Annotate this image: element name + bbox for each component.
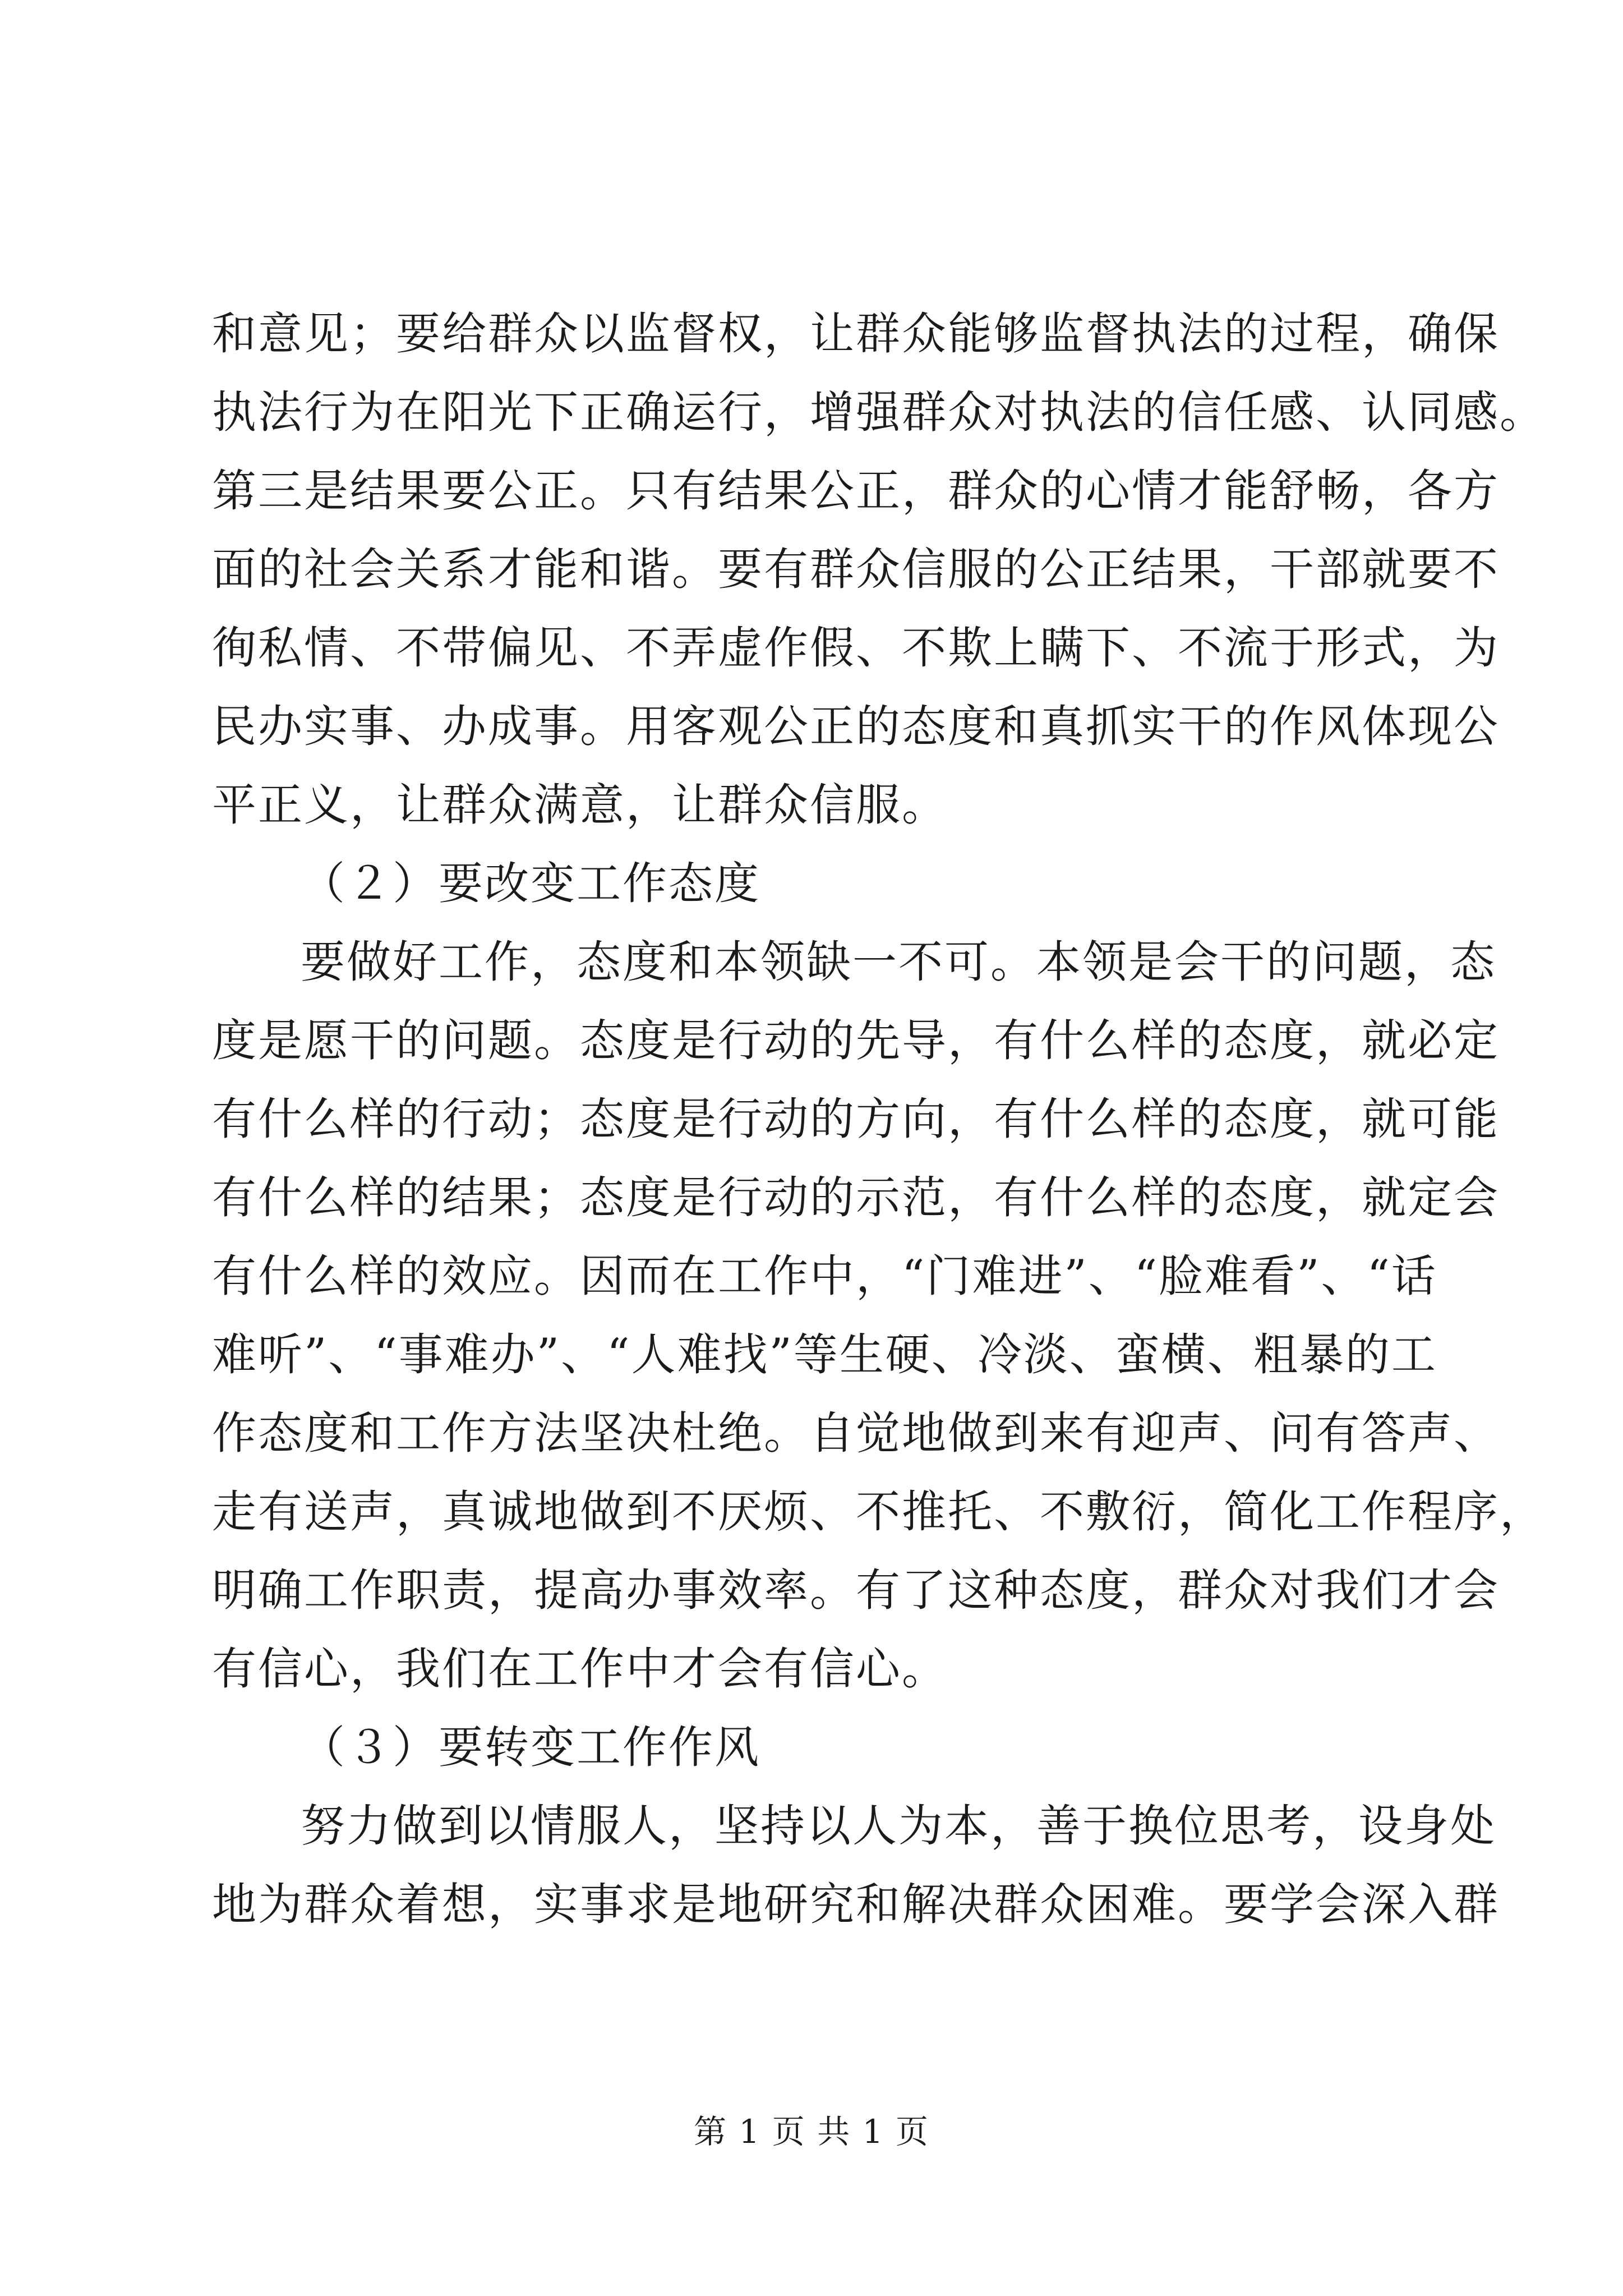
text-line: 执法行为在阳光下正确运行，增强群众对执法的信任感、认同感。 [212,386,1546,438]
text-line: 有什么样的结果；态度是行动的示范，有什么样的态度，就定会 [212,1172,1500,1223]
text-line: 要做好工作，态度和本领缺一不可。本领是会干的问题，态 [301,936,1496,988]
text-line: 平正义，让群众满意，让群众信服。 [212,779,948,831]
page-footer: 第 1 页 共 1 页 [694,2113,929,2151]
text-line: 地为群众着想，实事求是地研究和解决群众困难。要学会深入群 [212,1879,1500,1930]
text-line: 走有送声，真诚地做到不厌烦、不推托、不敷衍，简化工作程序， [212,1486,1546,1538]
text-line: 难听”、“事难办”、“人难找”等生硬、冷淡、蛮横、粗暴的工 [212,1329,1437,1381]
text-line: 度是愿干的问题。态度是行动的先导，有什么样的态度，就必定 [212,1015,1500,1066]
text-line: 民办实事、办成事。用客观公正的态度和真抓实干的作风体现公 [212,701,1500,752]
section-heading: （２）要改变工作态度 [301,858,760,909]
text-line: 有什么样的效应。因而在工作中，“门难进”、“脸难看”、“话 [212,1250,1437,1302]
text-line: 有信心，我们在工作中才会有信心。 [212,1643,948,1695]
text-line: 有什么样的行动；态度是行动的方向，有什么样的态度，就可能 [212,1093,1500,1145]
section-heading: （３）要转变工作作风 [301,1722,760,1773]
text-line: 和意见；要给群众以监督权，让群众能够监督执法的过程，确保 [212,308,1500,360]
text-line: 作态度和工作方法坚决杜绝。自觉地做到来有迎声、问有答声、 [212,1407,1500,1459]
text-line: 徇私情、不带偏见、不弄虚作假、不欺上瞒下、不流于形式，为 [212,622,1500,674]
text-line: 第三是结果要公正。只有结果公正，群众的心情才能舒畅，各方 [212,465,1500,517]
text-line: 面的社会关系才能和谐。要有群众信服的公正结果，干部就要不 [212,544,1500,595]
text-line: 努力做到以情服人，坚持以人为本，善于换位思考，设身处 [301,1800,1496,1852]
text-line: 明确工作职责，提高办事效率。有了这种态度，群众对我们才会 [212,1565,1500,1616]
